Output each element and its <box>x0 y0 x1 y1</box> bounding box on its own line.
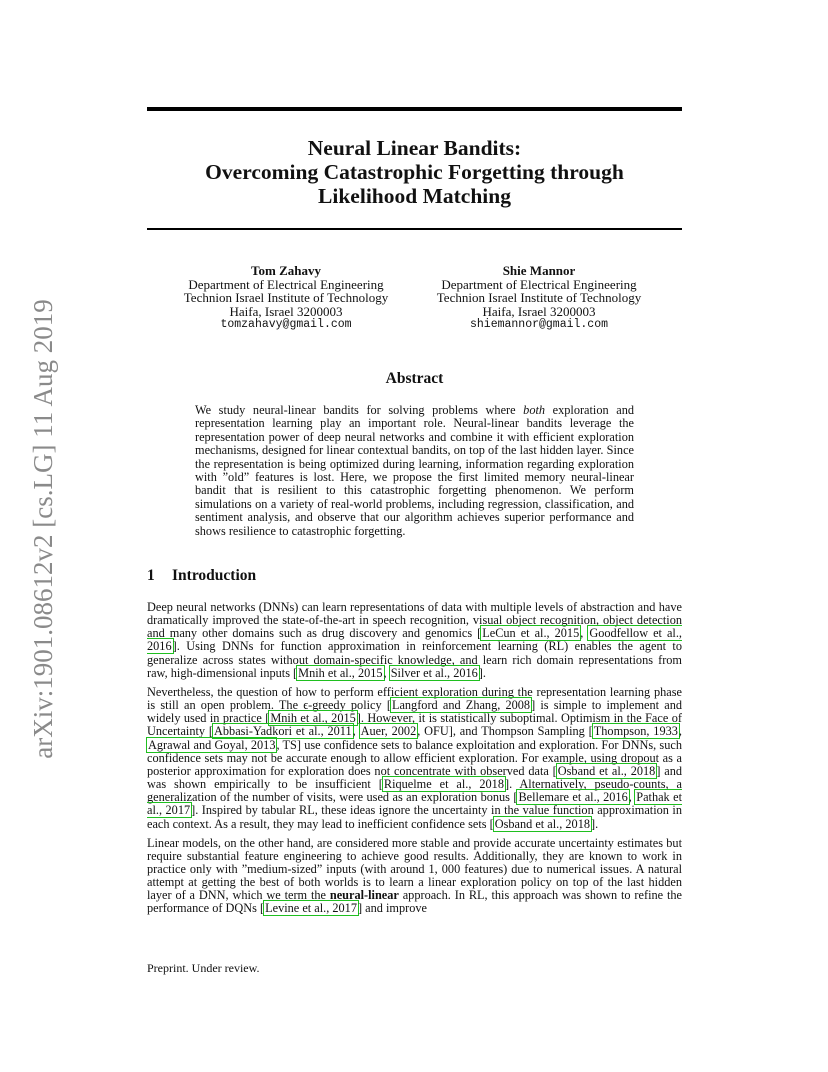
title-top-rule <box>147 107 682 111</box>
author-name: Tom Zahavy <box>251 263 321 278</box>
text-run: ]. Alternatively, pseudo-counts, a generalization of the number of visits, were used as an exploration bonus [ <box>147 777 682 805</box>
text-run: , <box>628 790 636 805</box>
text-run: , TS] use confidence sets to balance exploitation and exploration. For DNNs, such confidence sets may not be accurate enough to allow efficient exploration. For example, using dropout as a posterior approximation for exploration does not concentrate with observed data [ <box>147 737 682 778</box>
bold-term: neural-linear <box>329 888 399 903</box>
paper-title <box>147 136 682 208</box>
text-run: Nevertheless, the question of how to perform efficient exploration during the representation learning phase is still an open problem. The ϵ-greedy policy [ <box>147 684 682 713</box>
text-run: Linear models, on the other hand, are considered more stable and provide accurate uncertainty estimates but require substantial feature engineering to achieve good results. Additionally, they are known to work in practice only with ”medium-sized” inputs (with around 1, 000 features) due to numerical issues. A natural attempt at getting the best of both worlds is to learn a linear exploration policy on top of the last hidden layer of a DNN, which we term the <box>147 835 682 903</box>
citation-link[interactable]: Agrawal and Goyal, 2013 <box>148 737 276 752</box>
citation-link[interactable]: Thompson, 1933 <box>593 724 678 739</box>
citation-link[interactable]: Pathak et al., 2017 <box>147 790 682 818</box>
citation-link[interactable]: Goodfellow et al., 2016 <box>147 626 682 654</box>
text-run: approach. In RL, this approach was shown to refine the performance of DQNs [ <box>147 888 682 916</box>
section-title: Introduction <box>172 567 257 584</box>
citation-link[interactable]: Langford and Zhang, 2008 <box>391 698 531 713</box>
paragraph <box>147 837 682 916</box>
citation-link[interactable]: LeCun et al., 2015 <box>482 626 580 641</box>
text-run: , <box>383 665 390 680</box>
text-run: exploration and representation learning play an important role. Neural-linear bandits leverage the representation power of deep neural networks and combine it with efficient exploration mechanisms, designed for linear contextual bandits, on top of the last hidden layer. Since the representation is being optimized during learning, information regarding exploration with ”old” features is lost. Here, we propose the first limited memory neural-linear bandit that is resilient to this catastrophic forgetting phenomenon. We perform simulations on a variety of real-world problems, including regression, classification, and sentiment analysis, and observe that our algorithm achieves superior performance and shows resilience to catastrophic forgetting. <box>195 403 634 538</box>
abstract-heading: Abstract <box>385 370 444 387</box>
text-run: , <box>352 724 360 739</box>
title-bottom-rule <box>147 228 682 230</box>
text-run: ]. Using DNNs for function approximation in reinforcement learning (RL) enables the agent to generalize across states without domain-specific knowledge, and learn rich domain representations from raw, high-dimensional inputs [ <box>147 639 682 680</box>
footer-note: Preprint. Under review. <box>147 961 260 975</box>
author-email[interactable]: shiemannor@gmail.com <box>469 318 609 332</box>
author-name: Shie Mannor <box>502 263 576 278</box>
citation-link[interactable]: Auer, 2002 <box>360 724 417 739</box>
text-run: ] is simple to implement and widely used in practice [ <box>147 698 682 726</box>
author-block <box>156 264 416 332</box>
text-run: ]. Inspired by tabular RL, these ideas ignore the uncertainty in the value function approximation in each context. As a result, they may lead to inefficient confidence sets [ <box>147 803 683 831</box>
author-institution: Technion Israel Institute of Technology <box>183 290 389 306</box>
title-line: Likelihood Matching <box>318 184 511 208</box>
title-line: Overcoming Catastrophic Forgetting through <box>205 160 624 184</box>
citation-link[interactable]: Mnih et al., 2015 <box>270 711 356 726</box>
text-run: We study neural-linear bandits for solving problems where <box>195 403 524 417</box>
citation-link[interactable]: Riquelme et al., 2018 <box>383 777 504 792</box>
author-address: Haifa, Israel 3200003 <box>482 303 596 319</box>
text-run: , <box>580 626 589 641</box>
emphasis: both <box>523 403 546 417</box>
author-institution: Technion Israel Institute of Technology <box>436 290 642 306</box>
citation-link[interactable]: Bellemare et al., 2016 <box>518 790 628 805</box>
citation-link[interactable]: Mnih et al., 2015 <box>298 665 383 680</box>
citation-link[interactable]: Osband et al., 2018 <box>557 763 656 778</box>
citation-link[interactable]: Levine et al., 2017 <box>265 901 357 916</box>
arxiv-stamp: arXiv:1901.08612v2 [cs.LG] 11 Aug 2019 <box>28 299 58 759</box>
paragraph <box>147 601 682 680</box>
text-run: ]. <box>478 665 486 680</box>
citation-link[interactable]: Osband et al., 2018 <box>494 816 590 831</box>
paragraph <box>147 686 682 831</box>
text-run: ]. <box>591 816 599 831</box>
title-line: Neural Linear Bandits: <box>307 136 522 160</box>
citation-link[interactable]: Silver et al., 2016 <box>390 665 478 680</box>
citation-link[interactable]: Abbasi-Yadkori et al., 2011 <box>214 724 352 739</box>
text-run: , <box>678 724 682 739</box>
section-heading <box>147 566 256 586</box>
body-text <box>147 601 682 922</box>
abstract-text <box>195 404 634 538</box>
text-run: Deep neural networks (DNNs) can learn representations of data with multiple levels of abstraction and have dramatically improved the state-of-the-art in speech recognition, visual object recognition, object detection and many other domains such as drug discovery and genomics [ <box>147 600 682 641</box>
text-run: ] and improve <box>357 901 427 916</box>
author-address: Haifa, Israel 3200003 <box>229 303 343 319</box>
text-run: ]. However, it is statistically suboptimal. Optimism in the Face of Uncertainty [ <box>147 711 682 739</box>
text-run: , OFU], and Thompson Sampling [ <box>417 724 593 739</box>
text-run: ] and was shown empirically to be insufficient [ <box>147 763 682 792</box>
author-block <box>409 264 669 332</box>
author-department: Department of Electrical Engineering <box>441 276 637 292</box>
author-email[interactable]: tomzahavy@gmail.com <box>220 318 352 332</box>
author-department: Department of Electrical Engineering <box>188 276 384 292</box>
section-number: 1 <box>147 567 155 584</box>
